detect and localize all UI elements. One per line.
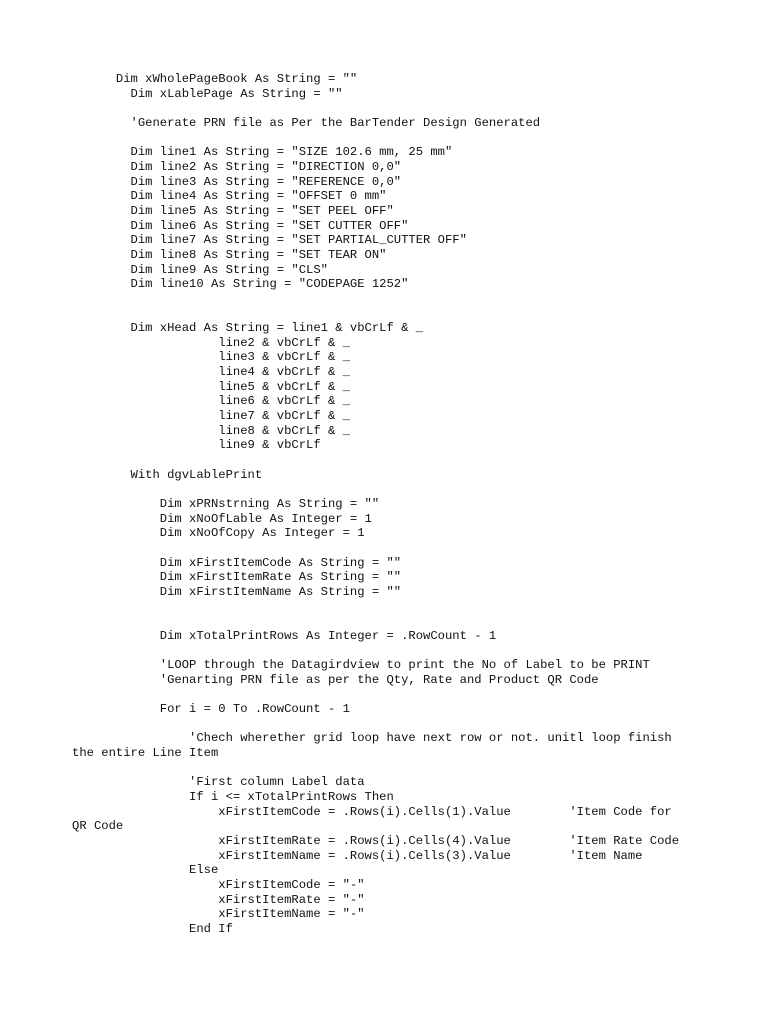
code-line: Dim xNoOfLable As Integer = 1: [72, 511, 372, 526]
code-line: [72, 101, 712, 116]
code-line: line4 & vbCrLf & _: [72, 365, 350, 380]
code-line: line7 & vbCrLf & _: [72, 409, 350, 424]
code-line: [72, 306, 712, 321]
code-line: With dgvLablePrint: [72, 467, 263, 482]
code-line: line5 & vbCrLf & _: [72, 379, 350, 394]
code-line: Dim line1 As String = "SIZE 102.6 mm, 25 mm": [72, 145, 453, 160]
code-line: Dim line2 As String = "DIRECTION 0,0": [72, 159, 402, 174]
code-line: [72, 600, 712, 615]
code-line: line2 & vbCrLf & _: [72, 335, 350, 350]
code-line: [72, 453, 712, 468]
code-line: Dim xHead As String = line1 & vbCrLf & _: [72, 321, 424, 336]
code-line: Dim xWholePageBook As String = "": [72, 72, 358, 86]
code-line: line9 & vbCrLf: [72, 438, 321, 453]
code-line: [72, 687, 712, 702]
code-line: [72, 761, 712, 776]
code-line: Dim line3 As String = "REFERENCE 0,0": [72, 174, 402, 189]
code-line: xFirstItemName = .Rows(i).Cells(3).Value 'Item Name: [72, 848, 643, 863]
code-line: Dim line9 As String = "CLS": [72, 262, 328, 277]
code-line: Dim line7 As String = "SET PARTIAL_CUTTER OFF": [72, 233, 467, 248]
code-line: [72, 614, 712, 629]
code-line: Dim line10 As String = "CODEPAGE 1252": [72, 277, 409, 292]
code-line: Dim xNoOfCopy As Integer = 1: [72, 526, 365, 541]
code-line: [72, 131, 712, 146]
code-listing: [72, 72, 712, 937]
code-line: 'Genarting PRN file as per the Qty, Rate and Product QR Code: [72, 672, 599, 687]
code-line: 'LOOP through the Datagirdview to print the No of Label to be PRINT: [72, 658, 650, 673]
code-line: xFirstItemRate = .Rows(i).Cells(4).Value 'Item Rate Code: [72, 833, 680, 848]
code-line: Dim xFirstItemName As String = "": [72, 584, 402, 599]
code-line: Else: [72, 863, 219, 878]
code-line: End If: [72, 921, 233, 936]
code-line: [72, 482, 712, 497]
code-line: [72, 643, 712, 658]
code-line: the entire Line Item: [72, 746, 219, 760]
code-line: line8 & vbCrLf & _: [72, 423, 350, 438]
code-line: Dim line5 As String = "SET PEEL OFF": [72, 203, 394, 218]
code-line: [72, 717, 712, 732]
code-line: 'Generate PRN file as Per the BarTender Design Generated: [72, 115, 541, 130]
code-line: Dim xFirstItemRate As String = "": [72, 570, 402, 585]
code-line: Dim line8 As String = "SET TEAR ON": [72, 247, 387, 262]
code-line: QR Code: [72, 819, 124, 834]
code-line: xFirstItemCode = .Rows(i).Cells(1).Value 'Item Code for: [72, 804, 672, 819]
code-line: [72, 292, 712, 307]
code-line: line6 & vbCrLf & _: [72, 394, 350, 409]
code-line: Dim line4 As String = "OFFSET 0 mm": [72, 189, 387, 204]
code-line: 'Chech wherether grid loop have next row or not. unitl loop finish: [72, 731, 672, 746]
code-line: Dim xLablePage As String = "": [72, 86, 343, 101]
code-line: Dim xFirstItemCode As String = "": [72, 555, 402, 570]
code-line: For i = 0 To .RowCount - 1: [72, 702, 350, 717]
code-line: Dim line6 As String = "SET CUTTER OFF": [72, 218, 409, 233]
code-line: [72, 541, 712, 556]
code-line: Dim xPRNstrning As String = "": [72, 496, 380, 511]
code-line: line3 & vbCrLf & _: [72, 350, 350, 365]
code-line: If i <= xTotalPrintRows Then: [72, 789, 394, 804]
code-line: xFirstItemName = "-": [72, 907, 365, 922]
code-line: xFirstItemRate = "-": [72, 892, 365, 907]
code-line: xFirstItemCode = "-": [72, 877, 365, 892]
code-line: Dim xTotalPrintRows As Integer = .RowCount - 1: [72, 628, 497, 643]
code-line: 'First column Label data: [72, 775, 365, 790]
